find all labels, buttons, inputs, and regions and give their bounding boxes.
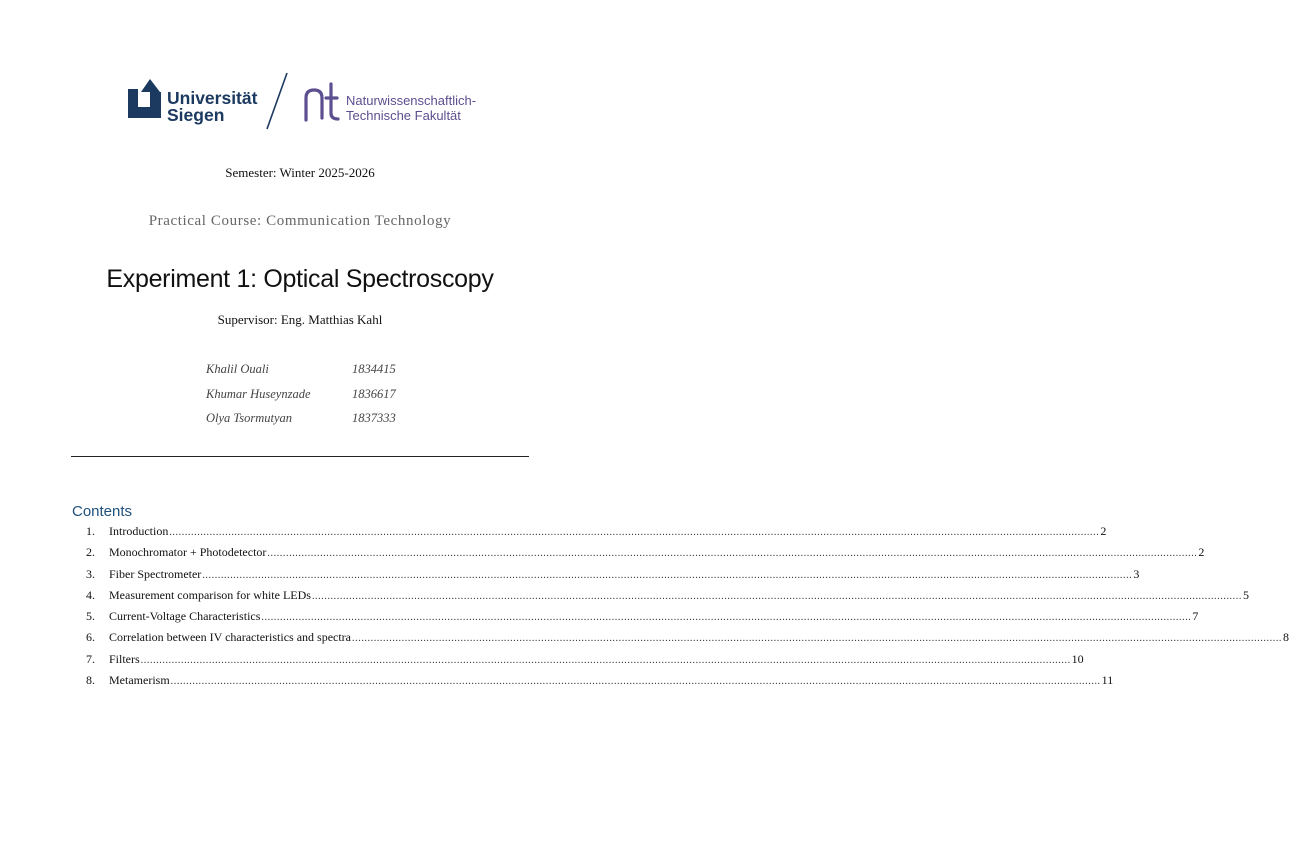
toc-title[interactable]: Introduction <box>109 524 169 538</box>
toc-number: 3. <box>86 566 95 581</box>
toc-page-number: 10 <box>1071 651 1084 666</box>
toc-title[interactable]: Correlation between IV characteristics and spectra <box>109 630 352 645</box>
logo-header <box>0 0 600 140</box>
toc-item-introduction[interactable] <box>86 524 1107 545</box>
author-id: 1837333 <box>352 411 396 425</box>
faculty-name-line2: Technische Fakultät <box>346 108 461 123</box>
toc-page-number: 11 <box>1101 673 1114 688</box>
university-name-line1: Universität <box>167 88 258 108</box>
toc-number: 8. <box>86 673 95 688</box>
toc-title[interactable]: Measurement comparison for white LEDs <box>109 587 311 602</box>
faculty-nt-logo-icon <box>306 84 338 120</box>
horizontal-rule <box>71 456 529 457</box>
author-name: Khalil Ouali <box>206 362 269 376</box>
table-of-contents <box>86 524 1289 694</box>
toc-number: 6. <box>86 630 95 645</box>
author-name: Khumar Huseynzade <box>206 386 311 401</box>
toc-page-number: 3 <box>1133 566 1140 581</box>
university-name-line2: Siegen <box>167 105 225 125</box>
supervisor-text: Supervisor: Eng. Matthias Kahl <box>217 312 383 327</box>
toc-number: 7. <box>86 651 95 666</box>
university-siegen-logo-icon <box>128 79 161 118</box>
semester-text: Semester: Winter 2025-2026 <box>225 165 375 180</box>
author-row <box>206 362 466 387</box>
toc-page-number: 2 <box>1198 545 1205 560</box>
toc-item-filters[interactable] <box>86 651 1084 673</box>
toc-leader-dots: ............................................................................................................................................................................................................................................................................................................ <box>202 569 1133 581</box>
faculty-name-line1: Naturwissenschaftlich- <box>346 93 477 108</box>
toc-item-monochromator[interactable] <box>86 545 1205 566</box>
toc-number: 1. <box>86 524 95 538</box>
toc-item-metamerism[interactable] <box>86 673 1114 694</box>
author-row <box>206 387 466 412</box>
toc-page-number: 7 <box>1192 609 1199 624</box>
toc-item-iv-characteristics[interactable] <box>86 609 1199 630</box>
author-row <box>206 411 466 436</box>
toc-page-number: 8 <box>1283 630 1289 645</box>
author-id: 1836617 <box>352 386 396 401</box>
logos-svg <box>0 0 600 140</box>
toc-title[interactable]: Filters <box>109 651 140 666</box>
course-title: Practical Course: Communication Technology <box>148 213 452 229</box>
toc-title[interactable]: Metamerism <box>109 673 170 688</box>
toc-item-correlation[interactable] <box>86 630 1289 651</box>
toc-leader-dots: ............................................................................................................................................................................................................................................................................................................ <box>140 654 1071 666</box>
logo-divider <box>267 73 287 129</box>
toc-page-number: 5 <box>1242 587 1249 602</box>
toc-leader-dots: ............................................................................................................................................................................................................................................................................................................ <box>352 633 1283 645</box>
toc-leader-dots: ............................................................................................................................................................................................................................................................................................................ <box>267 548 1198 560</box>
document-title: Experiment 1: Optical Spectroscopy <box>106 265 494 293</box>
toc-title[interactable]: Monochromator + Photodetector <box>109 545 267 560</box>
toc-number: 5. <box>86 609 95 624</box>
toc-item-white-leds[interactable] <box>86 587 1249 609</box>
authors-list <box>206 362 466 436</box>
toc-title[interactable]: Current-Voltage Characteristics <box>109 609 261 624</box>
toc-leader-dots: ............................................................................................................................................................................................................................................................................................................ <box>169 527 1100 538</box>
toc-leader-dots: ............................................................................................................................................................................................................................................................................................................ <box>261 612 1192 624</box>
toc-leader-dots: ............................................................................................................................................................................................................................................................................................................ <box>311 590 1242 602</box>
contents-heading: Contents <box>72 503 133 520</box>
toc-item-fiber-spectrometer[interactable] <box>86 566 1140 588</box>
author-name: Olya Tsormutyan <box>206 411 293 425</box>
toc-page-number: 2 <box>1100 524 1107 538</box>
toc-leader-dots: ............................................................................................................................................................................................................................................................................................................ <box>170 676 1101 688</box>
toc-title[interactable]: Fiber Spectrometer <box>109 566 202 581</box>
toc-number: 2. <box>86 545 95 560</box>
author-id: 1834415 <box>352 362 396 376</box>
toc-number: 4. <box>86 587 95 602</box>
